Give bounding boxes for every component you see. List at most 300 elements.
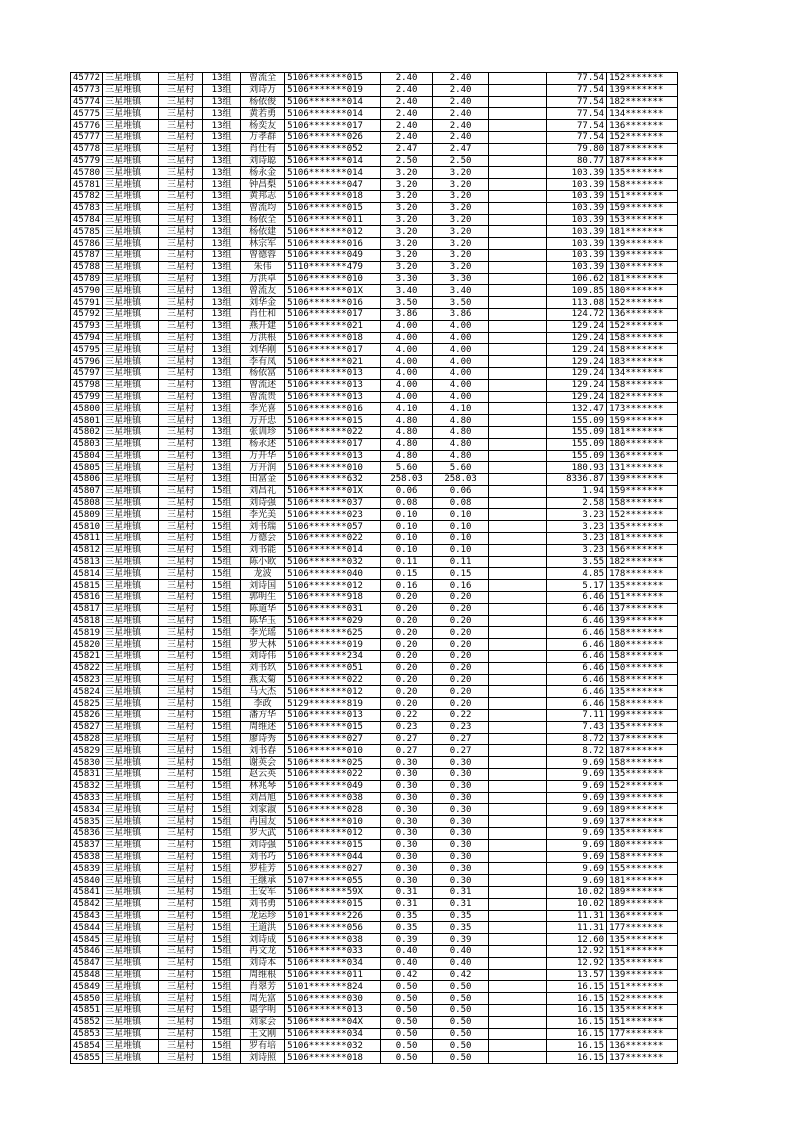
town-cell: 三星堆镇: [103, 592, 159, 604]
name-cell: 刘华刚: [241, 344, 285, 356]
table-row: [71, 344, 678, 356]
area-cell: 0.30: [381, 780, 433, 792]
name-cell: 田富金: [241, 474, 285, 486]
confirmed-area-cell: 0.10: [433, 521, 489, 533]
row-number: 45811: [71, 533, 103, 545]
group-cell: 15组: [203, 603, 241, 615]
confirmed-area-cell: 0.30: [433, 851, 489, 863]
blank-cell: [489, 73, 547, 85]
village-cell: 三星村: [159, 592, 203, 604]
town-cell: 三星堆镇: [103, 934, 159, 946]
row-number: 45806: [71, 474, 103, 486]
id-number-cell: 5106*******017: [285, 344, 381, 356]
blank-cell: [489, 497, 547, 509]
area-cell: 0.50: [381, 1052, 433, 1064]
phone-cell: 158*******: [607, 698, 678, 710]
town-cell: 三星堆镇: [103, 957, 159, 969]
id-number-cell: 5106*******019: [285, 639, 381, 651]
name-cell: 罗大林: [241, 639, 285, 651]
name-cell: 刘书玖: [241, 662, 285, 674]
blank-cell: [489, 155, 547, 167]
amount-cell: 9.69: [547, 780, 607, 792]
id-number-cell: 5106*******016: [285, 403, 381, 415]
id-number-cell: 5106*******59X: [285, 886, 381, 898]
area-cell: 0.20: [381, 603, 433, 615]
group-cell: 13组: [203, 155, 241, 167]
amount-cell: 16.15: [547, 1004, 607, 1016]
group-cell: 15组: [203, 651, 241, 663]
name-cell: 罗大武: [241, 828, 285, 840]
confirmed-area-cell: 4.80: [433, 415, 489, 427]
amount-cell: 79.80: [547, 143, 607, 155]
amount-cell: 9.69: [547, 769, 607, 781]
phone-cell: 151*******: [607, 1016, 678, 1028]
village-cell: 三星村: [159, 886, 203, 898]
confirmed-area-cell: 0.35: [433, 922, 489, 934]
group-cell: 15组: [203, 981, 241, 993]
row-number: 45834: [71, 804, 103, 816]
id-number-cell: 5106*******023: [285, 509, 381, 521]
town-cell: 三星堆镇: [103, 344, 159, 356]
phone-cell: 182*******: [607, 96, 678, 108]
area-cell: 0.50: [381, 993, 433, 1005]
village-cell: 三星村: [159, 910, 203, 922]
group-cell: 13组: [203, 297, 241, 309]
id-number-cell: 5106*******038: [285, 792, 381, 804]
name-cell: 龙运珍: [241, 910, 285, 922]
area-cell: 3.20: [381, 167, 433, 179]
town-cell: 三星堆镇: [103, 497, 159, 509]
row-number: 45780: [71, 167, 103, 179]
phone-cell: 181*******: [607, 226, 678, 238]
amount-cell: 109.85: [547, 285, 607, 297]
row-number: 45825: [71, 698, 103, 710]
town-cell: 三星堆镇: [103, 403, 159, 415]
table-row: [71, 533, 678, 545]
group-cell: 15组: [203, 993, 241, 1005]
blank-cell: [489, 898, 547, 910]
amount-cell: 129.24: [547, 391, 607, 403]
phone-cell: 189*******: [607, 886, 678, 898]
group-cell: 15组: [203, 910, 241, 922]
id-number-cell: 5106*******033: [285, 945, 381, 957]
id-number-cell: 5106*******022: [285, 426, 381, 438]
village-cell: 三星村: [159, 615, 203, 627]
row-number: 45842: [71, 898, 103, 910]
amount-cell: 9.69: [547, 851, 607, 863]
town-cell: 三星堆镇: [103, 922, 159, 934]
village-cell: 三星村: [159, 179, 203, 191]
name-cell: 肖仕有: [241, 143, 285, 155]
town-cell: 三星堆镇: [103, 155, 159, 167]
id-number-cell: 5106*******037: [285, 497, 381, 509]
confirmed-area-cell: 4.00: [433, 356, 489, 368]
area-cell: 4.00: [381, 391, 433, 403]
row-number: 45791: [71, 297, 103, 309]
table-row: [71, 580, 678, 592]
id-number-cell: 5106*******014: [285, 544, 381, 556]
area-cell: 3.20: [381, 214, 433, 226]
name-cell: 曾流友: [241, 285, 285, 297]
confirmed-area-cell: 3.20: [433, 167, 489, 179]
id-number-cell: 5106*******013: [285, 710, 381, 722]
row-number: 45782: [71, 190, 103, 202]
table-row: [71, 627, 678, 639]
phone-cell: 158*******: [607, 651, 678, 663]
phone-cell: 181*******: [607, 426, 678, 438]
blank-cell: [489, 816, 547, 828]
row-number: 45807: [71, 485, 103, 497]
blank-cell: [489, 285, 547, 297]
phone-cell: 152*******: [607, 320, 678, 332]
town-cell: 三星堆镇: [103, 875, 159, 887]
row-number: 45772: [71, 73, 103, 85]
table-row: [71, 910, 678, 922]
town-cell: 三星堆镇: [103, 391, 159, 403]
name-cell: 刘书能: [241, 544, 285, 556]
table-row: [71, 922, 678, 934]
table-row: [71, 898, 678, 910]
row-number: 45785: [71, 226, 103, 238]
table-row: [71, 190, 678, 202]
phone-cell: 152*******: [607, 297, 678, 309]
blank-cell: [489, 485, 547, 497]
group-cell: 15组: [203, 875, 241, 887]
row-number: 45823: [71, 674, 103, 686]
id-number-cell: 5106*******01X: [285, 285, 381, 297]
confirmed-area-cell: 3.20: [433, 202, 489, 214]
blank-cell: [489, 474, 547, 486]
group-cell: 13组: [203, 84, 241, 96]
blank-cell: [489, 391, 547, 403]
town-cell: 三星堆镇: [103, 639, 159, 651]
blank-cell: [489, 332, 547, 344]
town-cell: 三星堆镇: [103, 190, 159, 202]
group-cell: 15组: [203, 544, 241, 556]
blank-cell: [489, 780, 547, 792]
phone-cell: 183*******: [607, 356, 678, 368]
blank-cell: [489, 875, 547, 887]
village-cell: 三星村: [159, 769, 203, 781]
town-cell: 三星堆镇: [103, 226, 159, 238]
id-number-cell: 5106*******015: [285, 839, 381, 851]
area-cell: 0.20: [381, 627, 433, 639]
group-cell: 15组: [203, 969, 241, 981]
area-cell: 3.86: [381, 308, 433, 320]
blank-cell: [489, 96, 547, 108]
blank-cell: [489, 627, 547, 639]
amount-cell: 6.46: [547, 603, 607, 615]
phone-cell: 150*******: [607, 662, 678, 674]
area-cell: 5.60: [381, 462, 433, 474]
confirmed-area-cell: 4.00: [433, 332, 489, 344]
amount-cell: 3.55: [547, 556, 607, 568]
table-row: [71, 651, 678, 663]
id-number-cell: 5106*******030: [285, 993, 381, 1005]
confirmed-area-cell: 0.50: [433, 1040, 489, 1052]
amount-cell: 3.23: [547, 521, 607, 533]
village-cell: 三星村: [159, 733, 203, 745]
confirmed-area-cell: 4.00: [433, 320, 489, 332]
town-cell: 三星堆镇: [103, 285, 159, 297]
confirmed-area-cell: 4.80: [433, 450, 489, 462]
name-cell: 陈华玉: [241, 615, 285, 627]
village-cell: 三星村: [159, 686, 203, 698]
town-cell: 三星堆镇: [103, 662, 159, 674]
table-row: [71, 462, 678, 474]
town-cell: 三星堆镇: [103, 969, 159, 981]
row-number: 45798: [71, 379, 103, 391]
phone-cell: 177*******: [607, 922, 678, 934]
town-cell: 三星堆镇: [103, 1040, 159, 1052]
village-cell: 三星村: [159, 603, 203, 615]
blank-cell: [489, 462, 547, 474]
area-cell: 0.30: [381, 792, 433, 804]
id-number-cell: 5106*******018: [285, 190, 381, 202]
name-cell: 杨依俊: [241, 96, 285, 108]
amount-cell: 77.54: [547, 73, 607, 85]
phone-cell: 181*******: [607, 875, 678, 887]
area-cell: 0.20: [381, 662, 433, 674]
table-row: [71, 686, 678, 698]
table-row: [71, 120, 678, 132]
amount-cell: 129.24: [547, 367, 607, 379]
village-cell: 三星村: [159, 651, 203, 663]
amount-cell: 106.62: [547, 273, 607, 285]
area-cell: 3.40: [381, 285, 433, 297]
id-number-cell: 5106*******04X: [285, 1016, 381, 1028]
blank-cell: [489, 710, 547, 722]
amount-cell: 77.54: [547, 131, 607, 143]
table-row: [71, 745, 678, 757]
confirmed-area-cell: 0.30: [433, 804, 489, 816]
area-cell: 3.20: [381, 179, 433, 191]
confirmed-area-cell: 0.20: [433, 627, 489, 639]
blank-cell: [489, 367, 547, 379]
confirmed-area-cell: 0.30: [433, 769, 489, 781]
town-cell: 三星堆镇: [103, 603, 159, 615]
area-cell: 3.20: [381, 190, 433, 202]
row-number: 45776: [71, 120, 103, 132]
id-number-cell: 5106*******016: [285, 297, 381, 309]
table-row: [71, 1004, 678, 1016]
area-cell: 0.08: [381, 497, 433, 509]
confirmed-area-cell: 3.30: [433, 273, 489, 285]
row-number: 45844: [71, 922, 103, 934]
town-cell: 三星堆镇: [103, 108, 159, 120]
confirmed-area-cell: 0.23: [433, 721, 489, 733]
blank-cell: [489, 745, 547, 757]
confirmed-area-cell: 3.40: [433, 285, 489, 297]
row-number: 45847: [71, 957, 103, 969]
village-cell: 三星村: [159, 863, 203, 875]
name-cell: 廖诗秀: [241, 733, 285, 745]
town-cell: 三星堆镇: [103, 556, 159, 568]
row-number: 45774: [71, 96, 103, 108]
village-cell: 三星村: [159, 898, 203, 910]
name-cell: 万开润: [241, 462, 285, 474]
name-cell: 潘方华: [241, 710, 285, 722]
town-cell: 三星堆镇: [103, 615, 159, 627]
row-number: 45809: [71, 509, 103, 521]
confirmed-area-cell: 0.50: [433, 993, 489, 1005]
name-cell: 刘诗成: [241, 934, 285, 946]
group-cell: 15组: [203, 733, 241, 745]
table-row: [71, 981, 678, 993]
row-number: 45777: [71, 131, 103, 143]
amount-cell: 155.09: [547, 450, 607, 462]
area-cell: 3.20: [381, 226, 433, 238]
name-cell: 刘书勇: [241, 898, 285, 910]
village-cell: 三星村: [159, 190, 203, 202]
amount-cell: 103.39: [547, 179, 607, 191]
village-cell: 三星村: [159, 674, 203, 686]
phone-cell: 137*******: [607, 816, 678, 828]
amount-cell: 16.15: [547, 1016, 607, 1028]
blank-cell: [489, 544, 547, 556]
area-cell: 2.50: [381, 155, 433, 167]
amount-cell: 13.57: [547, 969, 607, 981]
group-cell: 13组: [203, 226, 241, 238]
amount-cell: 12.92: [547, 957, 607, 969]
phone-cell: 152*******: [607, 509, 678, 521]
area-cell: 4.80: [381, 415, 433, 427]
id-number-cell: 5106*******022: [285, 769, 381, 781]
village-cell: 三星村: [159, 922, 203, 934]
town-cell: 三星堆镇: [103, 521, 159, 533]
area-cell: 0.20: [381, 639, 433, 651]
table-row: [71, 356, 678, 368]
area-cell: 0.30: [381, 757, 433, 769]
phone-cell: 136*******: [607, 910, 678, 922]
phone-cell: 134*******: [607, 108, 678, 120]
id-number-cell: 5106*******01X: [285, 485, 381, 497]
blank-cell: [489, 934, 547, 946]
village-cell: 三星村: [159, 969, 203, 981]
name-cell: 陈小欧: [241, 556, 285, 568]
area-cell: 0.40: [381, 957, 433, 969]
group-cell: 13组: [203, 426, 241, 438]
row-number: 45855: [71, 1052, 103, 1064]
village-cell: 三星村: [159, 96, 203, 108]
id-number-cell: 5106*******047: [285, 179, 381, 191]
id-number-cell: 5106*******014: [285, 167, 381, 179]
village-cell: 三星村: [159, 851, 203, 863]
table-row: [71, 1028, 678, 1040]
village-cell: 三星村: [159, 485, 203, 497]
row-number: 45794: [71, 332, 103, 344]
id-number-cell: 5106*******015: [285, 73, 381, 85]
table-row: [71, 261, 678, 273]
id-number-cell: 5106*******029: [285, 615, 381, 627]
town-cell: 三星堆镇: [103, 780, 159, 792]
amount-cell: 129.24: [547, 332, 607, 344]
confirmed-area-cell: 4.10: [433, 403, 489, 415]
id-number-cell: 5106*******015: [285, 721, 381, 733]
blank-cell: [489, 426, 547, 438]
table-row: [71, 839, 678, 851]
amount-cell: 6.46: [547, 615, 607, 627]
table-row: [71, 438, 678, 450]
name-cell: 刘昌旭: [241, 792, 285, 804]
town-cell: 三星堆镇: [103, 462, 159, 474]
name-cell: 刘书巧: [241, 851, 285, 863]
id-number-cell: 5106*******056: [285, 922, 381, 934]
town-cell: 三星堆镇: [103, 450, 159, 462]
town-cell: 三星堆镇: [103, 816, 159, 828]
village-cell: 三星村: [159, 580, 203, 592]
table-row: [71, 957, 678, 969]
id-number-cell: 5106*******013: [285, 450, 381, 462]
name-cell: 王安军: [241, 886, 285, 898]
name-cell: 周维根: [241, 969, 285, 981]
id-number-cell: 5106*******017: [285, 438, 381, 450]
table-row: [71, 485, 678, 497]
id-number-cell: 5107*******055: [285, 875, 381, 887]
amount-cell: 8.72: [547, 733, 607, 745]
table-row: [71, 249, 678, 261]
village-cell: 三星村: [159, 297, 203, 309]
confirmed-area-cell: 0.20: [433, 674, 489, 686]
town-cell: 三星堆镇: [103, 910, 159, 922]
table-row: [71, 131, 678, 143]
town-cell: 三星堆镇: [103, 167, 159, 179]
blank-cell: [489, 686, 547, 698]
row-number: 45851: [71, 1004, 103, 1016]
confirmed-area-cell: 0.16: [433, 580, 489, 592]
group-cell: 15组: [203, 1004, 241, 1016]
area-cell: 0.20: [381, 592, 433, 604]
group-cell: 15组: [203, 698, 241, 710]
area-cell: 2.40: [381, 73, 433, 85]
phone-cell: 159*******: [607, 202, 678, 214]
area-cell: 0.30: [381, 863, 433, 875]
id-number-cell: 5106*******010: [285, 816, 381, 828]
id-number-cell: 5106*******034: [285, 957, 381, 969]
village-cell: 三星村: [159, 261, 203, 273]
table-row: [71, 474, 678, 486]
phone-cell: 152*******: [607, 993, 678, 1005]
phone-cell: 137*******: [607, 733, 678, 745]
town-cell: 三星堆镇: [103, 580, 159, 592]
confirmed-area-cell: 3.20: [433, 190, 489, 202]
phone-cell: 189*******: [607, 898, 678, 910]
town-cell: 三星堆镇: [103, 96, 159, 108]
group-cell: 15组: [203, 804, 241, 816]
name-cell: 刘诗本: [241, 957, 285, 969]
table-row: [71, 285, 678, 297]
group-cell: 13组: [203, 108, 241, 120]
name-cell: 曾流贵: [241, 391, 285, 403]
confirmed-area-cell: 0.20: [433, 686, 489, 698]
blank-cell: [489, 851, 547, 863]
group-cell: 13组: [203, 202, 241, 214]
phone-cell: 151*******: [607, 981, 678, 993]
group-cell: 15组: [203, 568, 241, 580]
area-cell: 3.20: [381, 202, 433, 214]
phone-cell: 137*******: [607, 1052, 678, 1064]
name-cell: 刘华金: [241, 297, 285, 309]
name-cell: 冉国友: [241, 816, 285, 828]
blank-cell: [489, 922, 547, 934]
area-cell: 0.50: [381, 1040, 433, 1052]
blank-cell: [489, 344, 547, 356]
village-cell: 三星村: [159, 993, 203, 1005]
table-row: [71, 214, 678, 226]
area-cell: 4.80: [381, 426, 433, 438]
row-number: 45836: [71, 828, 103, 840]
confirmed-area-cell: 0.08: [433, 497, 489, 509]
